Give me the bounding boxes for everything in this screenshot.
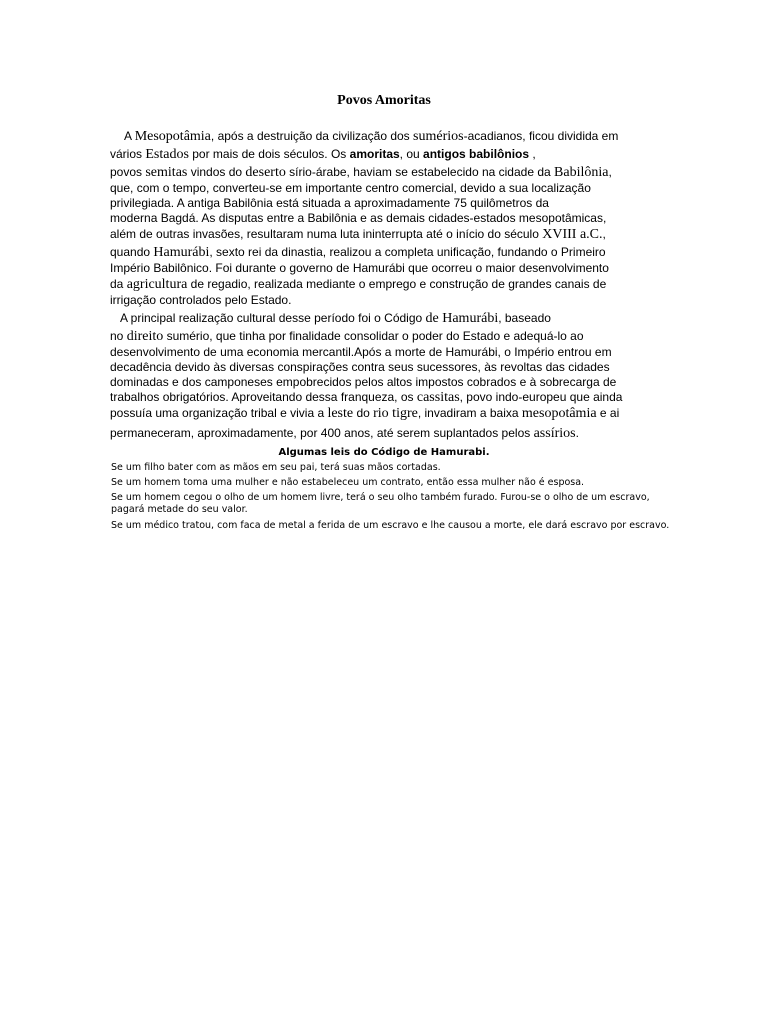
text-run: rio tigre [373,406,418,421]
text-run: do [353,406,374,420]
text-run: , [602,227,606,241]
paragraph-line [110,405,619,422]
text-run: deserto [245,165,286,180]
text-run: decadência devido às diversas conspirações contra seus sucessores, às revoltas das cidades [110,360,610,374]
text-run: Babilônia [554,165,609,180]
paragraph-line [110,244,606,261]
text-run: possuía uma organização tribal e vivia a [110,406,328,420]
text-run: , após a destruição da civilização dos [210,129,414,143]
paragraph-line [110,389,622,406]
text-run: , [529,147,536,161]
law-item: Se um filho bater com as mãos em seu pai, terá suas mãos cortadas. [111,462,441,473]
text-run: permaneceram, aproximadamente, por 400 anos, até serem suplantados pelos [110,426,534,440]
law-item: Se um homem cegou o olho de um homem livre, terá o seu olho também furado. Furou-se o olho de um escravo, pagará metade do seu valor. [111,492,650,515]
text-run: assírios [533,426,576,441]
text-run: desenvolvimento de uma economia mercantil.Após a morte de Hamurábi, o Império entrou em [110,345,612,359]
text-run: cassitas [416,390,460,405]
text-run: -acadianos, ficou dividida em [463,129,619,143]
text-run: de regadio, realizada mediante o emprego e construção de grandes canais de [187,277,607,291]
text-run: , sexto rei da dinastia, realizou a completa unificação, fundando o Primeiro [209,245,606,259]
paragraph-line [110,425,579,442]
paragraph-line [110,180,591,196]
paragraph-line [110,292,291,308]
paragraph-line [110,210,606,226]
text-run: no [110,329,127,343]
text-run: XVIII a.C. [542,227,603,242]
text-run: , [608,165,612,179]
law-item: Se um médico tratou, com faca de metal a ferida de um escravo e lhe causou a morte, ele dará escravo por escravo. [111,520,670,531]
paragraph-line [120,310,551,327]
text-run: privilegiada. A antiga Babilônia está situada a aproximadamente 75 quilômetros da [110,196,549,210]
text-run: da [110,277,127,291]
text-run: mesopotâmia [521,406,597,421]
text-run: agricultura [126,277,188,292]
text-run: A [124,129,135,143]
text-run: que, com o tempo, converteu-se em importante centro comercial, devido a sua localização [110,181,591,195]
paragraph-line [110,260,609,276]
paragraph-line [110,146,536,163]
text-run: A principal realização cultural desse período foi o Código [120,311,426,325]
text-run: Hamurábi [153,245,210,260]
text-run: quando [110,245,154,259]
text-run: moderna Bagdá. As disputas entre a Babilônia e as demais cidades-estados mesopotâmicas, [110,211,607,225]
laws-title: Algumas leis do Código de Hamurabi. [278,447,490,458]
paragraph-line [110,276,606,293]
paragraph-line [110,328,584,345]
paragraph-line [110,344,612,360]
law-item: Se um homem toma uma mulher e não estabeleceu um contrato, então essa mulher não é esposa. [111,477,585,488]
text-run: sumérios [413,129,464,144]
text-run: povos [110,165,146,179]
text-run: irrigação controlados pelo Estado. [110,293,292,307]
document-title: Povos Amoritas [337,93,431,108]
text-run: sumério, que tinha por finalidade consolidar o poder do Estado e adequá-lo ao [163,329,584,343]
text-run: semitas [145,165,188,180]
paragraph-line [110,164,612,181]
text-run: leste [327,406,354,421]
paragraph-line [110,374,616,390]
text-run: vários [110,147,146,161]
paragraph-line [110,226,606,243]
text-run: Estados [145,147,189,162]
paragraph-line [110,359,610,375]
text-run: , povo indo-europeu que ainda [459,390,623,404]
text-run: , ou [399,147,424,161]
paragraph-line [110,195,549,211]
paragraph-line [124,128,618,145]
text-run: . [575,426,579,440]
text-run: Mesopotâmia [134,129,211,144]
text-run: dominadas e dos camponeses empobrecidos pelos altos impostos cobrados e à sobrecarga de [110,375,617,389]
text-run: direito [126,329,164,344]
text-run: trabalhos obrigatórios. Aproveitando dessa franqueza, os [110,390,417,404]
text-run: sírio-árabe, haviam se estabelecido na cidade da [285,165,555,179]
text-run: , baseado [498,311,551,325]
text-run: Império Babilônico. Foi durante o governo de Hamurábi que ocorreu o maior desenvolvimento [110,261,609,275]
text-run: vindos do [187,165,246,179]
text-run: e ai [596,406,620,420]
text-run: amoritas [349,147,400,161]
text-run: por mais de dois séculos. Os [188,147,350,161]
text-run: antigos babilônios [423,147,530,161]
text-run: de Hamurábi [425,311,499,326]
text-run: além de outras invasões, resultaram numa luta ininterrupta até o início do século [110,227,543,241]
text-run: , invadiram a baixa [417,406,522,420]
